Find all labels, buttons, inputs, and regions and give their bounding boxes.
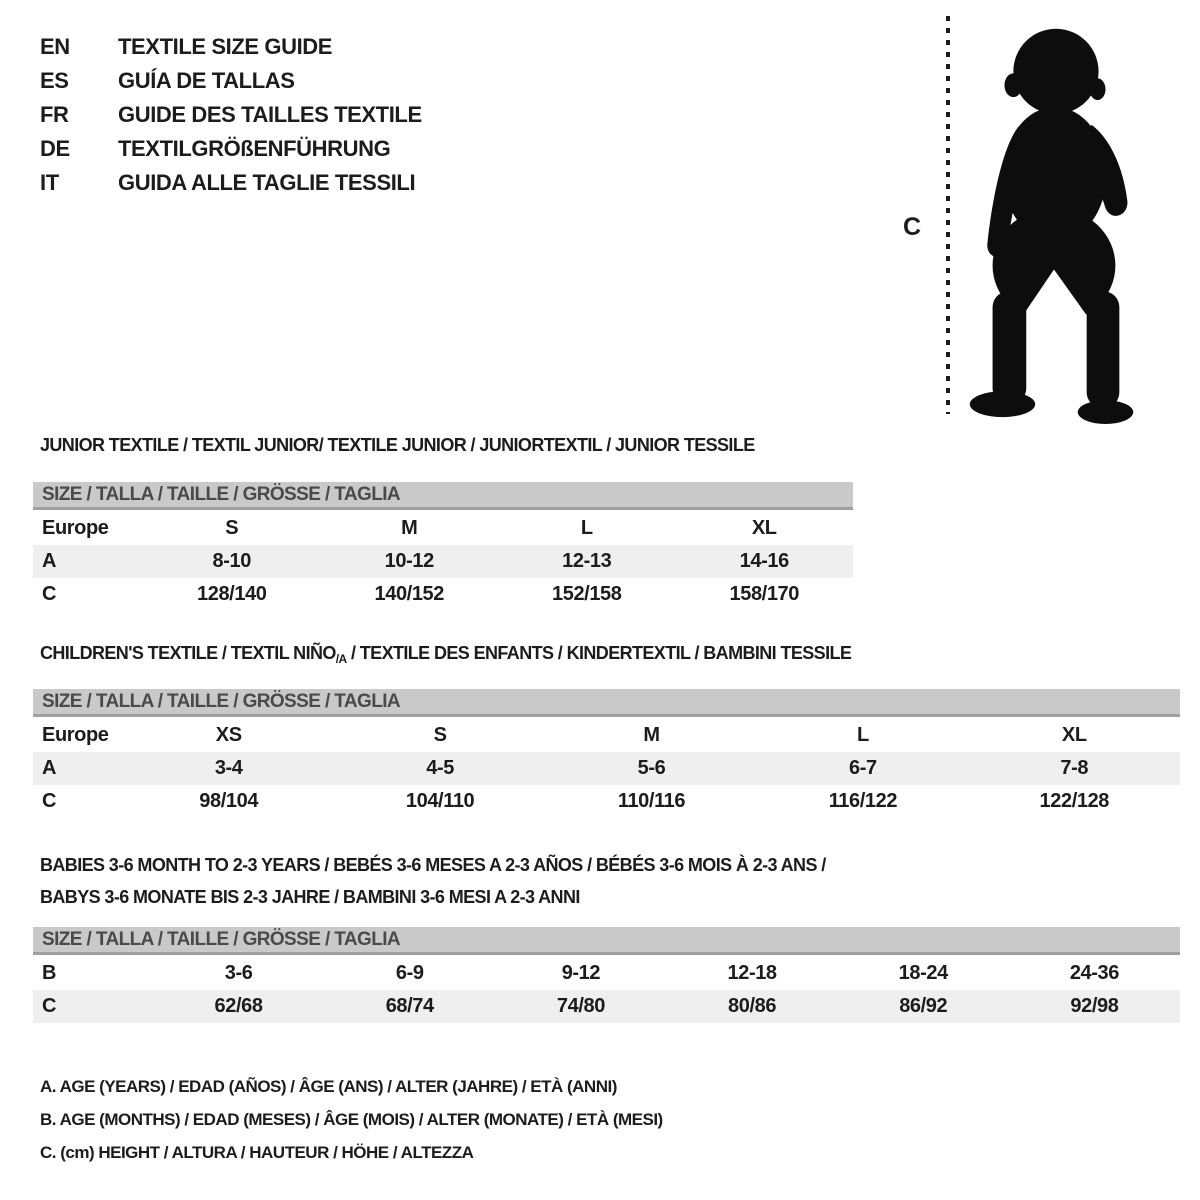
language-code: ES bbox=[40, 68, 69, 93]
children-heading-text: CHILDREN'S TEXTILE / TEXTIL NIÑO bbox=[40, 643, 336, 663]
size-cell: M bbox=[401, 517, 418, 539]
babies-size-table bbox=[33, 927, 1180, 1023]
age-cell: 3-6 bbox=[224, 962, 253, 984]
legend-line-a: A. AGE (YEARS) / EDAD (AÑOS) / ÂGE (ANS) / ALTER (JAHRE) / ETÀ (ANNI) bbox=[40, 1077, 617, 1096]
babies-heading-line1: BABIES 3-6 MONTH TO 2-3 YEARS / BEBÉS 3-6 MESES A 2-3 AÑOS / BÉBÉS 3-6 MOIS À 2-3 ANS / bbox=[40, 855, 826, 875]
age-cell: 10-12 bbox=[384, 550, 434, 572]
age-cell: 6-9 bbox=[395, 962, 424, 984]
language-code: IT bbox=[40, 170, 59, 195]
children-heading-subscript: /A bbox=[335, 652, 347, 666]
row-label-a: A bbox=[42, 757, 57, 779]
row-label-b: B bbox=[42, 962, 57, 984]
age-cell: 18-24 bbox=[898, 962, 948, 984]
height-cell: 98/104 bbox=[199, 790, 259, 812]
age-cell: 12-18 bbox=[727, 962, 777, 984]
region-label: Europe bbox=[42, 724, 109, 746]
size-cell: S bbox=[225, 517, 239, 539]
height-cell: 104/110 bbox=[405, 790, 475, 812]
age-cell: 14-16 bbox=[739, 550, 789, 572]
height-cell: 62/68 bbox=[214, 995, 263, 1017]
height-cell: 128/140 bbox=[197, 583, 267, 605]
table-row-sizes bbox=[33, 719, 1180, 752]
language-row-it bbox=[40, 166, 422, 200]
height-cell: 140/152 bbox=[374, 583, 444, 605]
size-cell: M bbox=[643, 724, 660, 746]
height-cell: 158/170 bbox=[729, 583, 799, 605]
height-cell: 74/80 bbox=[556, 995, 605, 1017]
height-cell: 152/158 bbox=[552, 583, 622, 605]
row-label-c: C bbox=[42, 995, 57, 1017]
guide-title-it: GUIDA ALLE TAGLIE TESSILI bbox=[118, 170, 416, 195]
age-cell: 3-4 bbox=[214, 757, 243, 779]
size-cell: XL bbox=[751, 517, 777, 539]
size-cell: S bbox=[433, 724, 447, 746]
language-row-es bbox=[40, 64, 422, 98]
age-cell: 4-5 bbox=[426, 757, 454, 779]
guide-title-de: TEXTILGRÖßENFÜHRUNG bbox=[118, 136, 391, 161]
height-cell: 86/92 bbox=[899, 995, 948, 1017]
guide-title-fr: GUIDE DES TAILLES TEXTILE bbox=[118, 102, 422, 127]
region-label: Europe bbox=[42, 517, 109, 539]
age-cell: 7-8 bbox=[1060, 757, 1089, 779]
age-cell: 9-12 bbox=[561, 962, 601, 984]
table-row-height-cm bbox=[33, 578, 853, 611]
language-code: EN bbox=[40, 34, 70, 59]
children-section-heading bbox=[40, 643, 851, 666]
age-cell: 12-13 bbox=[562, 550, 612, 572]
size-cell: XL bbox=[1061, 724, 1087, 746]
age-cell: 6-7 bbox=[849, 757, 877, 779]
height-cell: 122/128 bbox=[1039, 790, 1110, 812]
guide-title-en: TEXTILE SIZE GUIDE bbox=[118, 34, 333, 59]
junior-size-table bbox=[33, 482, 853, 611]
height-cell: 116/122 bbox=[828, 790, 898, 812]
children-size-table bbox=[33, 689, 1180, 818]
babies-section-heading bbox=[40, 849, 826, 913]
language-code: DE bbox=[40, 136, 70, 161]
language-row-de bbox=[40, 132, 422, 166]
children-heading-text: / TEXTILE DES ENFANTS / KINDERTEXTIL / BAMBINI TESSILE bbox=[346, 643, 852, 663]
age-cell: 8-10 bbox=[212, 550, 251, 572]
size-table-header-bar: SIZE / TALLA / TAILLE / GRÖSSE / TAGLIA bbox=[33, 927, 1180, 955]
height-dashed-line bbox=[946, 16, 950, 414]
language-row-en bbox=[40, 30, 422, 64]
table-row-height-cm bbox=[33, 990, 1180, 1023]
size-cell: L bbox=[856, 724, 869, 746]
language-title-list bbox=[40, 30, 422, 200]
size-cell: L bbox=[580, 517, 593, 539]
size-table-header-bar: SIZE / TALLA / TAILLE / GRÖSSE / TAGLIA bbox=[33, 689, 1180, 717]
table-row-age-months bbox=[33, 957, 1180, 990]
babies-heading-line2: BABYS 3-6 MONATE BIS 2-3 JAHRE / BAMBINI 3-6 MESI A 2-3 ANNI bbox=[40, 887, 580, 907]
height-cell: 80/86 bbox=[728, 995, 777, 1017]
row-label-a: A bbox=[42, 550, 57, 572]
table-row-height-cm bbox=[33, 785, 1180, 818]
age-cell: 5-6 bbox=[637, 757, 666, 779]
size-table-header-bar: SIZE / TALLA / TAILLE / GRÖSSE / TAGLIA bbox=[33, 482, 853, 510]
age-cell: 24-36 bbox=[1069, 962, 1119, 984]
junior-section-heading: JUNIOR TEXTILE / TEXTIL JUNIOR/ TEXTILE JUNIOR / JUNIORTEXTIL / JUNIOR TESSILE bbox=[40, 435, 755, 455]
table-row-sizes bbox=[33, 512, 853, 545]
legend-line-c: C. (cm) HEIGHT / ALTURA / HAUTEUR / HÖHE / ALTEZZA bbox=[40, 1143, 474, 1162]
guide-title-es: GUÍA DE TALLAS bbox=[118, 68, 295, 93]
height-cell: 92/98 bbox=[1070, 995, 1119, 1017]
table-row-age-years bbox=[33, 545, 853, 578]
height-cell: 110/116 bbox=[617, 790, 686, 812]
height-cell: 68/74 bbox=[385, 995, 434, 1017]
table-row-age-years bbox=[33, 752, 1180, 785]
height-measure-label: C bbox=[903, 213, 921, 241]
row-label-c: C bbox=[42, 583, 57, 605]
language-row-fr bbox=[40, 98, 422, 132]
size-cell: XS bbox=[215, 724, 242, 746]
toddler-silhouette-icon bbox=[960, 6, 1144, 426]
language-code: FR bbox=[40, 102, 69, 127]
legend-line-b: B. AGE (MONTHS) / EDAD (MESES) / ÂGE (MOIS) / ALTER (MONATE) / ETÀ (MESI) bbox=[40, 1110, 663, 1129]
legend bbox=[40, 1070, 663, 1169]
row-label-c: C bbox=[42, 790, 57, 812]
